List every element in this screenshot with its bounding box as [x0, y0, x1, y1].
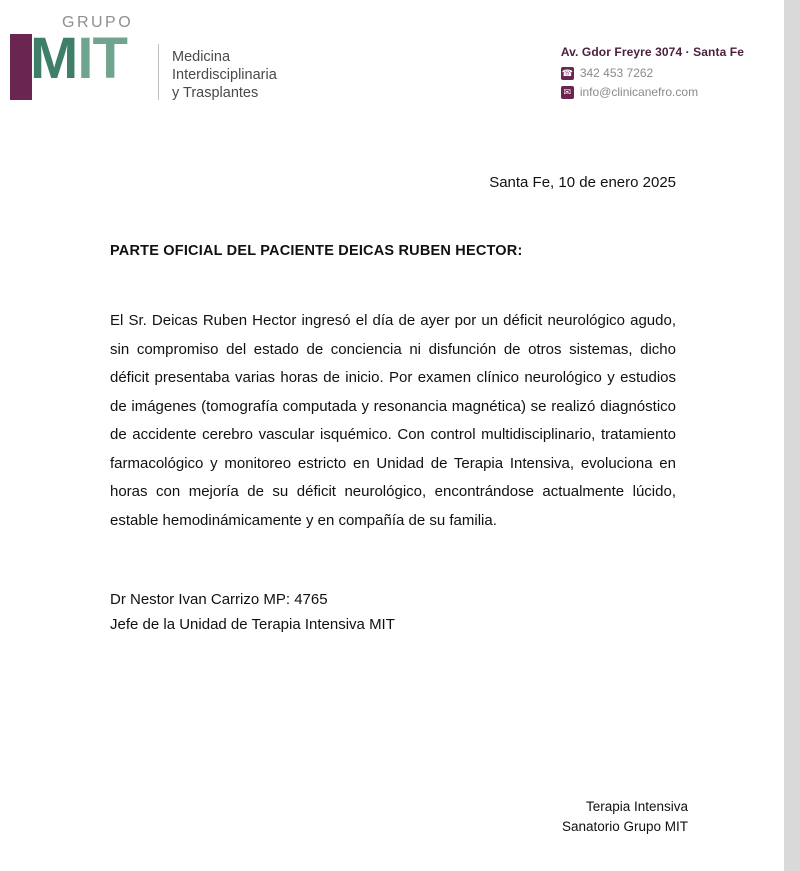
contact-phone-row [561, 64, 744, 83]
brand-logo [10, 14, 277, 101]
footer-line-1: Terapia Intensiva [585, 799, 688, 814]
logo-tagline-line-2: Interdisciplinaria [172, 67, 277, 83]
logo-mit-letter-m: M [30, 26, 78, 91]
signature-role: Jefe de la Unidad de Terapia Intensiva MIT [110, 616, 395, 633]
report-body-paragraph: El Sr. Deicas Ruben Hector ingresó el día de ayer por un déficit neurológico agudo, sin compromiso del estado de conciencia ni disfunción de otros sistemas, dicho déficit presentaba varias horas de inicio. Por examen clínico neurológico y estudios de imágenes (tomografía computada y resonancia magnética) se realizó diagnóstico de accidente cerebro vascular isquémico. Con control multidisciplinario, tratamiento farmacológico y monitoreo estricto en Unidad de Terapia Intensiva, evoluciona en horas con mejoría de su déficit neurológico, encontrándose actualmente lúcido, estable hemodinámicamente y en compañía de su familia. [110, 312, 676, 529]
contact-email-row[interactable] [561, 83, 744, 102]
page-title: PARTE OFICIAL DEL PACIENTE DEICAS RUBEN HECTOR: [110, 243, 523, 259]
document-footer [562, 797, 688, 837]
logo-tagline [172, 48, 277, 102]
logo-grupo-text: GRUPO [62, 14, 134, 31]
contact-address: Av. Gdor Freyre 3074 · Santa Fe [560, 45, 744, 59]
contact-block [561, 43, 744, 102]
logo-mit-text [30, 26, 127, 91]
footer-line-2: Sanatorio Grupo MIT [561, 819, 688, 834]
letterhead [0, 0, 784, 130]
logo-mark [10, 14, 142, 100]
contact-phone-text: 342 453 7262 [579, 66, 654, 80]
logo-mit-letter-t: T [92, 26, 127, 91]
mail-icon: ✉ [561, 86, 574, 99]
contact-email-text[interactable]: info@clinicanefro.com [579, 85, 699, 99]
phone-icon: ☎ [561, 68, 573, 78]
logo-mit-letter-i: I [77, 26, 93, 91]
logo-purple-bar-icon [10, 34, 32, 100]
signature-block [110, 587, 676, 637]
document-content [0, 174, 784, 637]
logo-tagline-line-3: y Trasplantes [172, 85, 259, 101]
date-line: Santa Fe, 10 de enero 2025 [489, 174, 676, 191]
logo-tagline-line-1: Medicina [172, 49, 231, 65]
signature-name: Dr Nestor Ivan Carrizo MP: 4765 [110, 591, 328, 608]
logo-divider [158, 44, 159, 100]
